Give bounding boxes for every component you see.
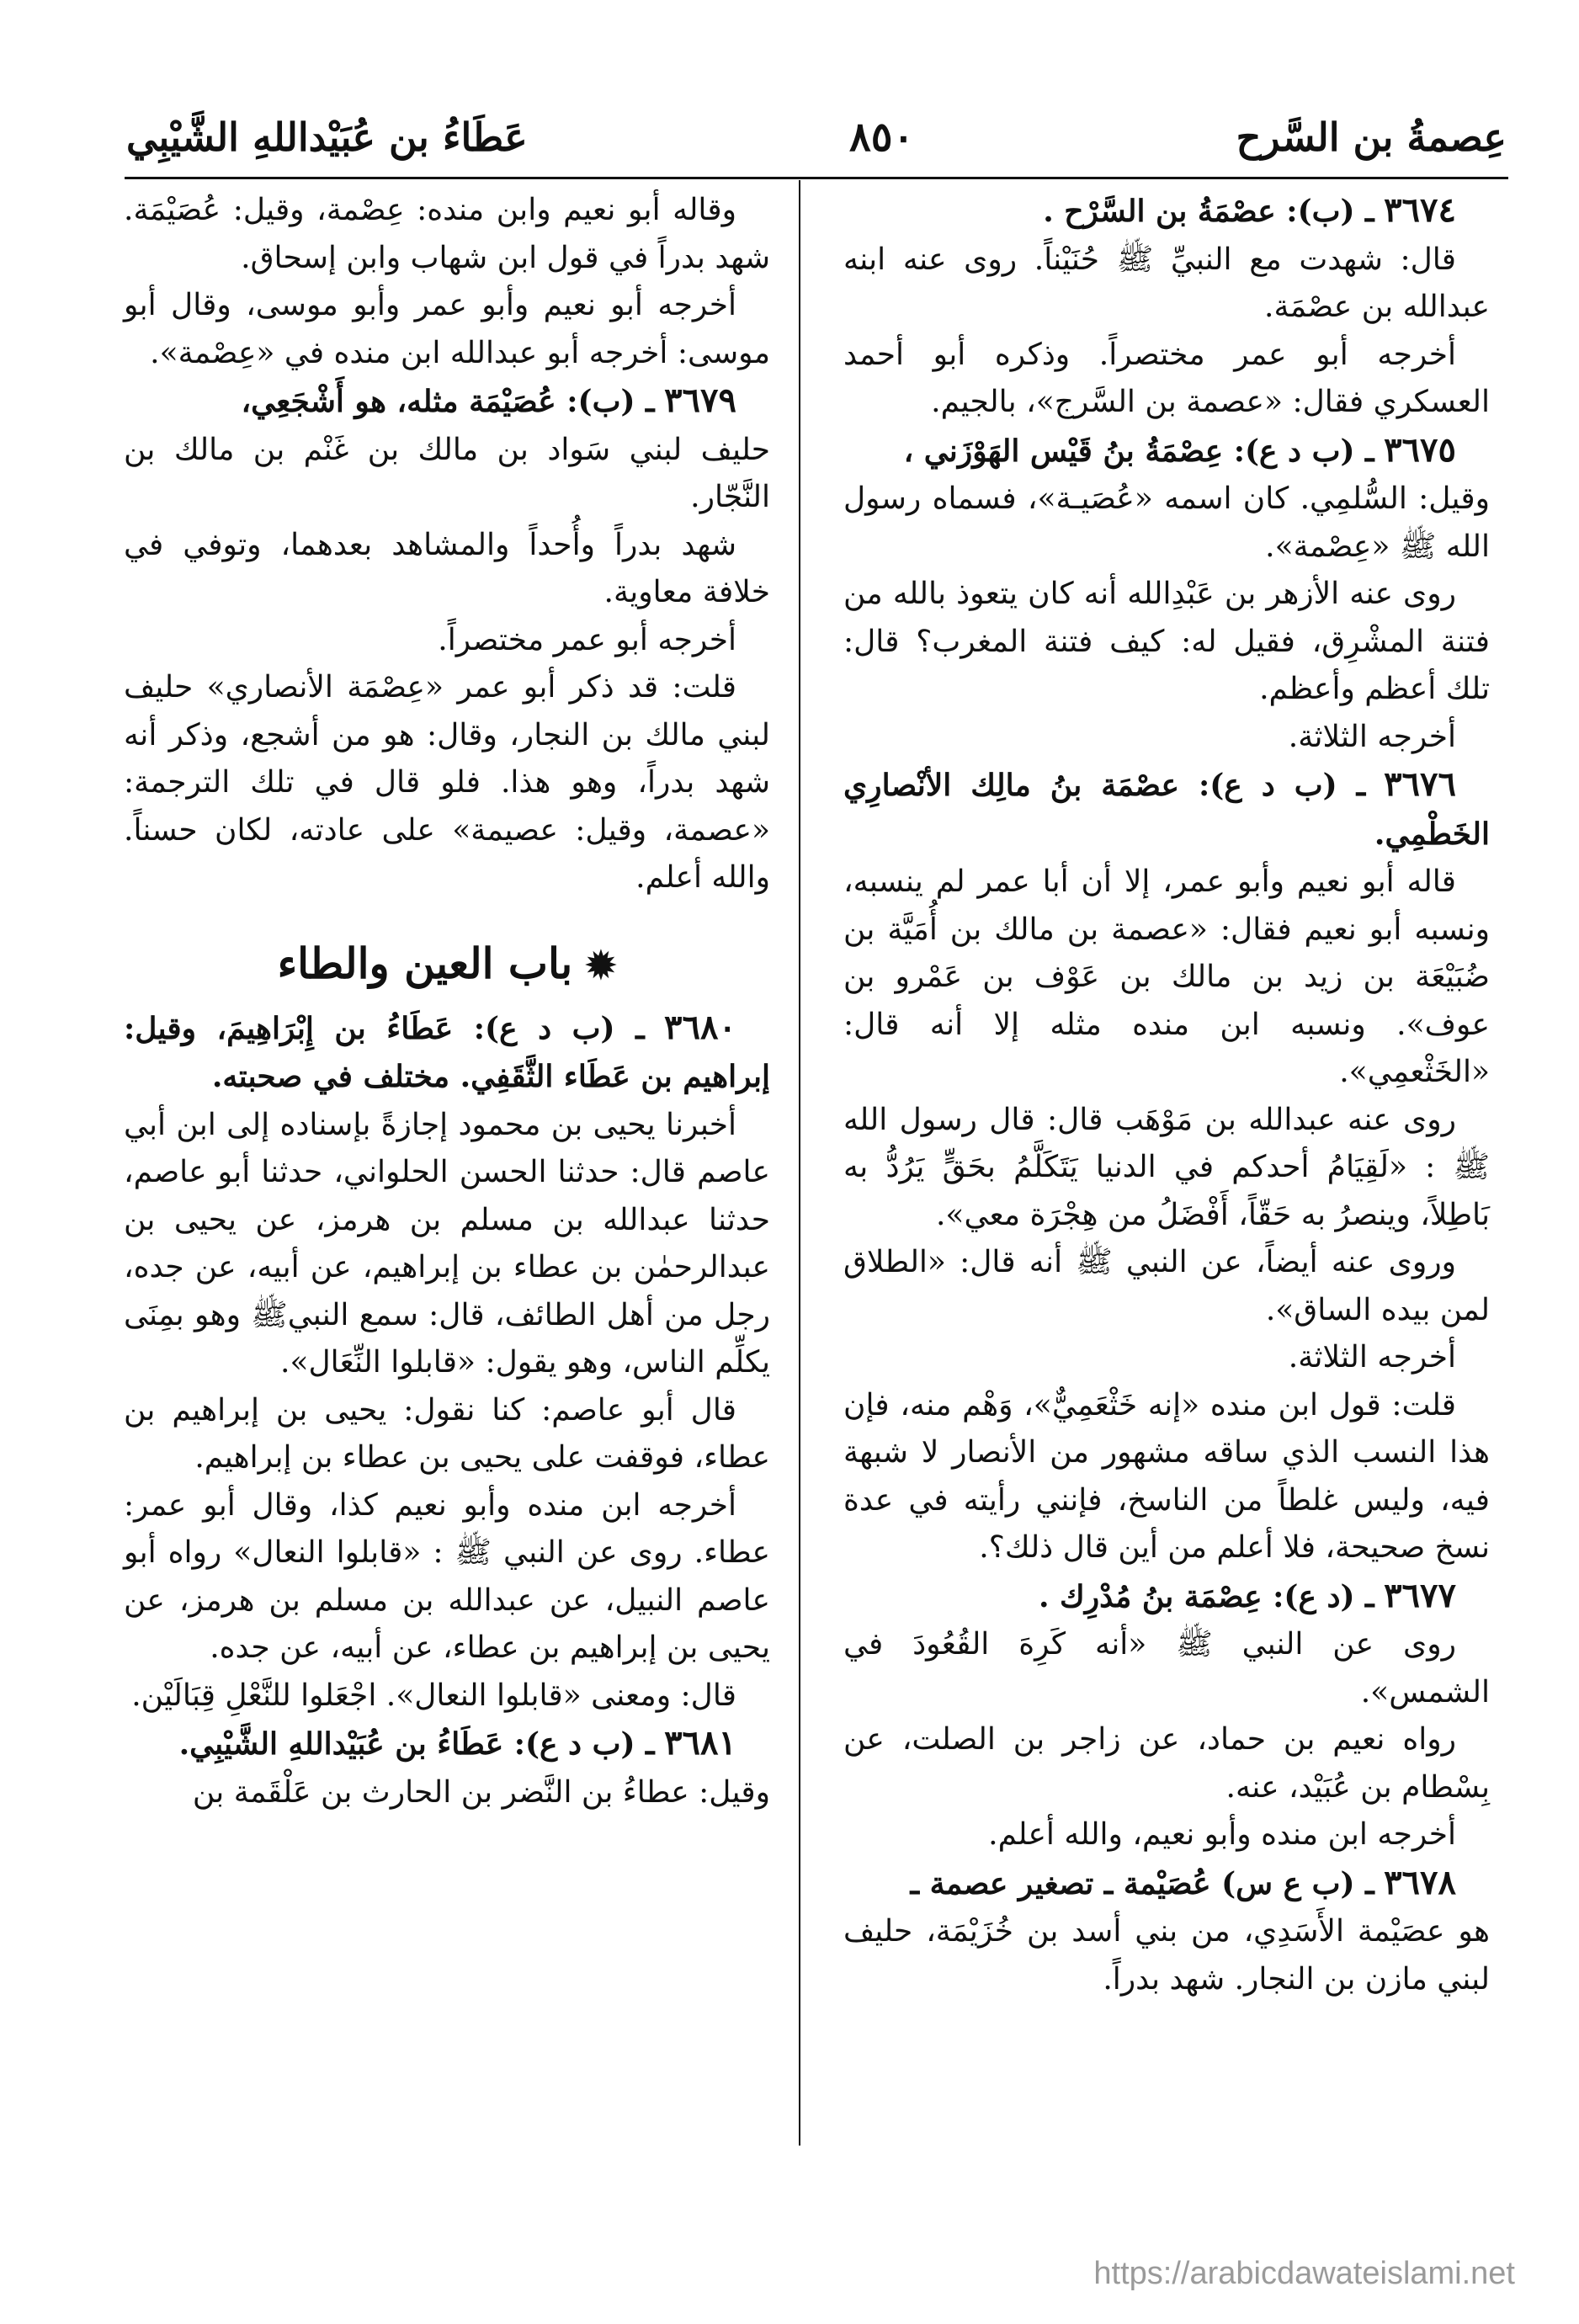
website-watermark: https://arabicdawateislami.net bbox=[1093, 2256, 1515, 2291]
entry-number: ٣٦٧٧ bbox=[1384, 1575, 1456, 1615]
entry-heading-text: ـ (ب د ع): عَطَاءُ بن إِبْرَاهِيمَ، وقيل: إبراهيم بن عَطَاء الثَّقَفِي. مختلف في صحبته. bbox=[124, 1010, 770, 1094]
paragraph: وقيل: السُّلمِي. كان اسمه «عُصَيـة»، فسماه رسول الله ﷺ «عِصْمة». bbox=[843, 481, 1490, 564]
entry-heading bbox=[843, 761, 1490, 859]
header-rule bbox=[125, 177, 1508, 179]
right-column bbox=[843, 187, 1490, 2003]
paragraph: أخرجه أبو نعيم وأبو عمر وأبو موسى، وقال أبو موسى: أخرجه أبو عبدالله ابن منده في «عِصْمة». bbox=[124, 288, 770, 370]
paragraph: قال: شهدت مع النبيِّ ﷺ حُنَيْناً. روى عنه ابنه عبدالله بن عصْمَة. bbox=[843, 242, 1490, 324]
entry-number: ٣٦٧٨ bbox=[1384, 1862, 1456, 1902]
section-heading-text: باب العين والطاء bbox=[277, 938, 573, 988]
header-right-title: عِصمةُ بن السَّرح bbox=[1236, 114, 1507, 160]
paragraph: قلت: قول ابن منده «إنه خَثْعَمِيٌّ»، وَهْم منه، فإن هذا النسب الذي ساقه مشهور من الأنصار لا شبهة فيه، وليس غلطاً من الناسخ، فإنني رأيته في عدة نسخ صحيحة، فلا أعلم من أين قال ذلك؟. bbox=[843, 1387, 1490, 1565]
paragraph: روى عنه الأزهر بن عَبْدِالله أنه كان يتعوذ بالله من فتنة المشْرِق، فقيل له: كيف فتنة المغرب؟ قال: تلك أعظم وأعظم. bbox=[843, 577, 1490, 706]
entry-heading-text: ـ (د ع): عِصْمَة بنُ مُدْرِك . bbox=[1038, 1578, 1374, 1614]
entry-heading-text: ـ (ب): عصْمَةُ بن السَّرْح . bbox=[1043, 194, 1374, 229]
paragraph: رواه نعيم بن حماد، عن زاجر بن الصلت، عن بِسْطام بن عُبَيْد، عنه. bbox=[843, 1722, 1490, 1805]
entry-heading bbox=[124, 1004, 770, 1102]
paragraph: أخرجه أبو عمر مختصراً. bbox=[438, 622, 736, 657]
paragraph: أخرجه الثلاثة. bbox=[1288, 719, 1456, 754]
paragraph: وقاله أبو نعيم وابن منده: عِصْمة، وقيل: عُصَيْمَة. شهد بدراً في قول ابن شهاب وابن إسحاق. bbox=[124, 193, 770, 275]
entry-number: ٣٦٧٩ bbox=[664, 380, 736, 420]
paragraph: قال أبو عاصم: كنا نقول: يحيى بن إبراهيم بن عطاء، فوقفت على يحيى بن عطاء بن إبراهيم. bbox=[124, 1392, 770, 1475]
column-divider bbox=[799, 180, 800, 2146]
paragraph: هو عصَيْمة الأَسَدِي، من بني أسد بن خُزَيْمَة، حليف لبني مازن بن النجار. شهد بدراً. bbox=[843, 1914, 1490, 1997]
paragraph: أخرجه الثلاثة. bbox=[1288, 1340, 1456, 1375]
left-column bbox=[124, 187, 770, 1816]
header-left-title: عَطَاءُ بن عُبَيْداللهِ الشَّيْبِي bbox=[126, 114, 528, 160]
page-number: ٨٥٠ bbox=[848, 114, 915, 161]
paragraph: أخرجه ابن منده وأبو نعيم، والله أعلم. bbox=[988, 1817, 1456, 1852]
paragraph: روى عنه عبدالله بن مَوْهَب قال: قال رسول الله ﷺ : «لَقِيَامُ أحدكم في الدنيا يَتَكَلَّمُ بحَقٍّ يَرُدُّ به بَاطِلاً، وينصرُ به حَقّاً، أَفْضَلُ من هِجْرَة معي». bbox=[843, 1102, 1490, 1232]
paragraph: شهد بدراً وأُحداً والمشاهد بعدهما، وتوفي في خلافة معاوية. bbox=[124, 527, 770, 609]
paragraph: وقيل: عطاءُ بن النَّضر بن الحارث بن عَلْقَمة بن bbox=[192, 1774, 770, 1810]
paragraph: أخرجه أبو عمر مختصراً. وذكره أبو أحمد العسكري فقال: «عصمة بن السَّرج»، بالجيم. bbox=[843, 337, 1490, 419]
paragraph: وروى عنه أيضاً، عن النبي ﷺ أنه قال: «الطلاق لمن بيده الساق». bbox=[843, 1245, 1490, 1327]
paragraph: روى عن النبي ﷺ «أنه كَرِهَ القُعُودَ في الشمس». bbox=[843, 1627, 1490, 1710]
entry-number: ٣٦٨١ bbox=[664, 1723, 736, 1763]
entry-heading bbox=[124, 1720, 770, 1769]
entry-heading-text: ـ (ب د ع): عِصْمَةُ بنُ قَيْس الهَوْزَني ، bbox=[903, 433, 1374, 469]
entry-heading-text: ـ (ب د ع): عَطَاءُ بن عُبَيْداللهِ الشَّيْبِي. bbox=[178, 1726, 655, 1762]
entry-number: ٣٦٧٤ bbox=[1384, 190, 1456, 230]
entry-heading-text: ـ (ب): عُصَيْمَة مثله، هو أَشْجَعِي، bbox=[241, 384, 655, 419]
section-star-icon: ✹ bbox=[572, 944, 617, 987]
entry-heading bbox=[843, 427, 1490, 476]
paragraph: قلت: قد ذكر أبو عمر «عِصْمَة الأنصاري» حليف لبني مالك بن النجار، وقال: هو من أشجع، وذكر أنه شهد بدراً، وهو هذا. فلو قال في تلك الترجمة: «عصمة، وقيل: عصيمة» على عادته، لكان حسناً. والله أعلم. bbox=[124, 670, 770, 895]
entry-heading-text: ـ (ب د ع): عصْمَة بنُ مالِك الأنْصارِي الخَطْمِي. bbox=[843, 768, 1490, 852]
section-heading bbox=[124, 936, 770, 994]
running-header bbox=[126, 99, 1507, 175]
entry-heading bbox=[843, 1859, 1490, 1909]
paragraph: قال: ومعنى «قابلوا النعال». اجْعَلوا للنَّعْلِ قِبَالَيْن. bbox=[131, 1678, 736, 1713]
entry-number: ٣٦٧٦ bbox=[1384, 764, 1456, 804]
entry-heading bbox=[124, 377, 770, 427]
entry-heading bbox=[843, 1572, 1490, 1622]
paragraph: حليف لبني سَواد بن مالك بن غَنْم بن مالك بن النَّجّار. bbox=[124, 432, 770, 514]
entry-heading bbox=[843, 187, 1490, 237]
entry-heading-text: ـ (ب ع س) عُصَيْمة ـ تصغير عصمة ـ bbox=[910, 1865, 1374, 1901]
paragraph: أخرجه ابن منده وأبو نعيم كذا، وقال أبو عمر: عطاء. روى عن النبي ﷺ : «قابلوا النعال» رواه أبو عاصم النبيل، عن عبدالله بن مسلم بن هرمز، عن يحيى بن إبراهيم بن عطاء، عن أبيه، عن جده. bbox=[124, 1487, 770, 1665]
paragraph: قاله أبو نعيم وأبو عمر، إلا أن أبا عمر لم ينسبه، ونسبه أبو نعيم فقال: «عصمة بن مالك بن أُمَيَّة بن ضُبَيْعَة بن زيد بن مالك بن عَوْف بن عَمْرو بن عوف». ونسبه ابن منده مثله إلا أنه قال: «الخَثْعمِي». bbox=[843, 864, 1490, 1089]
entry-number: ٣٦٧٥ bbox=[1384, 429, 1456, 470]
paragraph: أخبرنا يحيى بن محمود إجازةً بإسناده إلى ابن أبي عاصم قال: حدثنا الحسن الحلواني، حدثنا أبو عاصم، حدثنا عبدالله بن مسلم بن هرمز، عن يحيى بن عبدالرحمٰن بن عطاء بن إبراهيم، عن أبيه، عن جده، رجل من أهل الطائف، قال: سمع النبيﷺ وهو بمِنَى يكلِّم الناس، وهو يقول: «قابلوا النِّعَال». bbox=[124, 1107, 770, 1380]
entry-number: ٣٦٨٠ bbox=[664, 1007, 736, 1047]
